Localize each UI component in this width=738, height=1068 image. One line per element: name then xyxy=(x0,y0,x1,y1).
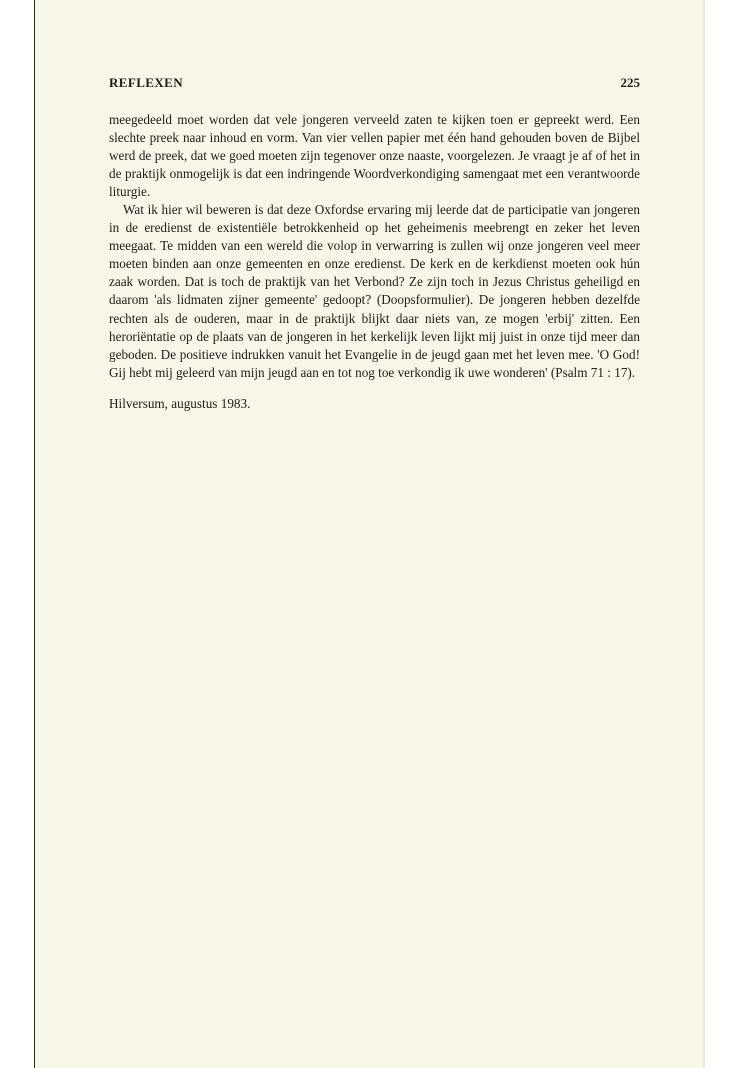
page-edge xyxy=(703,0,705,1068)
paragraph-main: Wat ik hier wil beweren is dat deze Oxfordse ervaring mij leerde dat de participatie van jongeren in de eredienst de existentiële betrokkenheid op het geheimenis meebrengt en zeker het leven meegaat. Te midden van een wereld die volop in verwarring is zullen wij onze jongeren veel meer moeten binden aan onze gemeenten en onze eredienst. De kerk en de kerkdienst moeten ook hún zaak worden. Dat is toch de praktijk van het Verbond? Ze zijn toch in Jezus Christus geheiligd en daarom 'als lidmaten zijner gemeente' gedoopt? (Doopsformulier). De jongeren hebben dezelfde rechten als de ouderen, maar in de praktijk blijkt daar niets van, ze mogen 'erbij' zitten. Een heroriëntatie op de plaats van de jongeren in het kerkelijk leven lijkt mij juist in onze tijd meer dan geboden. De positieve indrukken vanuit het Evangelie in de jeugd gaan met het leven mee. 'O God! Gij hebt mij geleerd van mijn jeugd aan en tot nog toe verkondig ik uwe wonderen' (Psalm 71 : 17). xyxy=(109,202,640,380)
running-title: REFLEXEN xyxy=(109,75,183,90)
signoff-place-date: Hilversum, augustus 1983. xyxy=(109,395,251,411)
book-page xyxy=(34,0,705,1068)
paragraph-continuation: meegedeeld moet worden dat vele jongeren verveeld zaten te kijken toen er gepreekt werd. Een slechte preek naar inhoud en vorm. Van vier vellen papier met één hand gehouden boven de Bijbel werd de preek, dat we goed moeten zijn tegenover onze naaste, voorgelezen. Je vraagt je af of het in de praktijk onmogelijk is dat een indringende Woordverkondiging samengaat met een verantwoorde liturgie. xyxy=(109,112,640,200)
body-text xyxy=(109,111,640,413)
running-head xyxy=(109,75,640,95)
page-number: 225 xyxy=(620,75,640,90)
